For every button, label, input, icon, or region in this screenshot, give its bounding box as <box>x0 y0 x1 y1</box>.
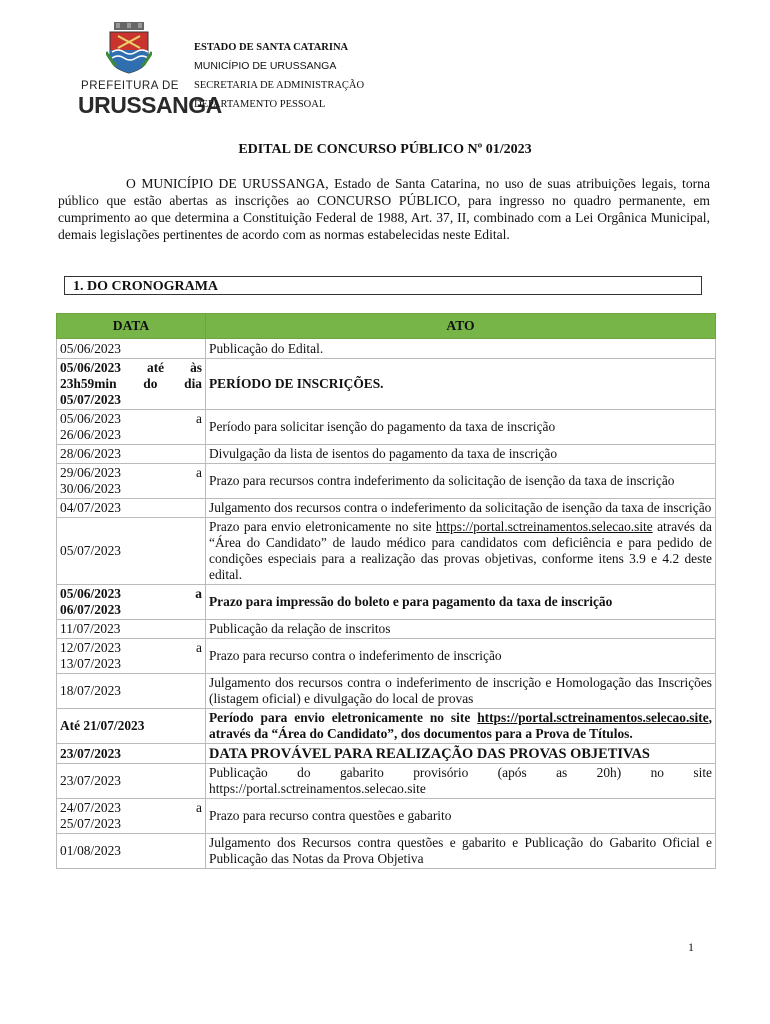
row-date <box>57 799 206 834</box>
row-date <box>57 585 206 620</box>
row-date: 05/06/2023 <box>57 339 206 359</box>
header-secretariat: SECRETARIA DE ADMINISTRAÇÃO <box>194 80 365 91</box>
intro-text: O MUNICÍPIO DE URUSSANGA, Estado de Santa Catarina, no uso de suas atribuições legais, torna público que estão abertas as inscrições ao CONCURSO PÚBLICO, para ingresso no quadro permanente, em cumprimento ao que determina a Constituição Federal de 1988, Art. 37, II, combinado com a Lei Orgânica Municipal, demais legislações pertinentes de acordo com as normas estabelecidas neste Edital. <box>58 176 710 242</box>
row-date: 11/07/2023 <box>57 620 206 639</box>
row-act: Prazo para impressão do boleto e para pagamento da taxa de inscrição <box>206 585 716 620</box>
table-row <box>57 445 716 464</box>
page-number: 1 <box>688 940 694 954</box>
section-title: 1. DO CRONOGRAMA <box>64 276 702 295</box>
row-act <box>206 709 716 744</box>
header-state: ESTADO DE SANTA CATARINA <box>194 42 349 53</box>
municipality-logo <box>78 22 222 120</box>
date-conj: a <box>196 411 202 426</box>
row-act: Prazo para recurso contra questões e gabarito <box>206 799 716 834</box>
header-department: DEPARTAMENTO PESSOAL <box>194 99 326 110</box>
table-row <box>57 339 716 359</box>
row-act: Publicação do gabarito provisório (após as 20h) no site https://portal.sctreinamentos.selecao.site <box>206 764 716 799</box>
row-date: Até 21/07/2023 <box>57 709 206 744</box>
date-start: 29/06/2023 <box>60 465 122 480</box>
date-start: 24/07/2023 <box>60 800 122 815</box>
table-row <box>57 674 716 709</box>
act-text: Prazo para envio eletronicamente no site <box>209 519 436 534</box>
table-row <box>57 639 716 674</box>
date-conj: a <box>196 465 202 480</box>
date-end: 30/06/2023 <box>60 481 122 496</box>
row-date: 23/07/2023 <box>57 764 206 799</box>
row-date <box>57 639 206 674</box>
table-header-row <box>57 314 716 339</box>
date-conj: a <box>196 800 202 815</box>
row-act: PERÍODO DE INSCRIÇÕES. <box>206 359 716 410</box>
date-conj: a <box>195 586 202 601</box>
table-row <box>57 764 716 799</box>
row-act: Divulgação da lista de isentos do pagamento da taxa de inscrição <box>206 445 716 464</box>
row-act: Julgamento dos recursos contra o indeferimento da solicitação de isenção da taxa de inscrição <box>206 499 716 518</box>
row-act: Publicação da relação de inscritos <box>206 620 716 639</box>
header-municipality: MUNICÍPIO DE URUSSANGA <box>194 60 337 72</box>
row-act: Publicação do Edital. <box>206 339 716 359</box>
header-date: DATA <box>57 314 206 339</box>
table-row <box>57 799 716 834</box>
document-title: EDITAL DE CONCURSO PÚBLICO Nº 01/2023 <box>238 142 532 157</box>
intro-paragraph <box>58 175 710 243</box>
table-row <box>57 359 716 410</box>
row-act: Julgamento dos recursos contra o indeferimento de inscrição e Homologação das Inscrições (listagem oficial) e divulgação do local de provas <box>206 674 716 709</box>
row-act: Prazo para recurso contra o indeferimento de inscrição <box>206 639 716 674</box>
table-row <box>57 499 716 518</box>
table-row <box>57 834 716 869</box>
date-start: 05/06/2023 <box>60 586 122 601</box>
table-row <box>57 464 716 499</box>
date-start: 05/06/2023 <box>60 411 122 426</box>
row-act: Julgamento dos Recursos contra questões e gabarito e Publicação do Gabarito Oficial e Publicação das Notas da Prova Objetiva <box>206 834 716 869</box>
row-act: DATA PROVÁVEL PARA REALIZAÇÃO DAS PROVAS OBJETIVAS <box>206 744 716 764</box>
date-end: 25/07/2023 <box>60 816 122 831</box>
date-end: 13/07/2023 <box>60 656 122 671</box>
row-date <box>57 410 206 445</box>
date-end: 06/07/2023 <box>60 602 122 617</box>
table-row <box>57 585 716 620</box>
table-row <box>57 620 716 639</box>
date-start: 12/07/2023 <box>60 640 122 655</box>
act-text: , através da “Área do Candidato”, dos documentos para a Prova de Títulos. <box>209 710 712 741</box>
table-row <box>57 709 716 744</box>
row-act: Prazo para recursos contra indeferimento da solicitação de isenção da taxa de inscrição <box>206 464 716 499</box>
date-conj: a <box>196 640 202 655</box>
logo-text-city: URUSSANGA <box>78 92 222 118</box>
table-row <box>57 518 716 585</box>
header-act: ATO <box>206 314 716 339</box>
table-row <box>57 410 716 445</box>
row-date: 01/08/2023 <box>57 834 206 869</box>
row-date <box>57 464 206 499</box>
act-text: Período para envio eletronicamente no site <box>209 710 478 725</box>
row-date: 28/06/2023 <box>57 445 206 464</box>
act-text: através da “Área do Candidato” de laudo médico para candidatos com deficiência e para pedido de condições especiais para a realização das provas objetivas, conforme itens 3.9 e 4.2 deste edital. <box>209 519 712 582</box>
document-header <box>194 38 364 114</box>
coat-of-arms-icon <box>106 22 152 74</box>
portal-link[interactable]: https://portal.sctreinamentos.selecao.site <box>435 519 653 534</box>
date-end: 26/06/2023 <box>60 427 122 442</box>
portal-link[interactable]: https://portal.sctreinamentos.selecao.site <box>477 710 709 725</box>
row-date: 18/07/2023 <box>57 674 206 709</box>
logo-text-prefeitura: PREFEITURA DE <box>81 80 179 92</box>
row-date: 23/07/2023 <box>57 744 206 764</box>
row-date: 05/06/2023 até às 23h59min do dia 05/07/2023 <box>57 359 206 410</box>
schedule-table <box>56 313 716 869</box>
row-date: 05/07/2023 <box>57 518 206 585</box>
row-date: 04/07/2023 <box>57 499 206 518</box>
row-act: Período para solicitar isenção do pagamento da taxa de inscrição <box>206 410 716 445</box>
row-act <box>206 518 716 585</box>
table-row <box>57 744 716 764</box>
